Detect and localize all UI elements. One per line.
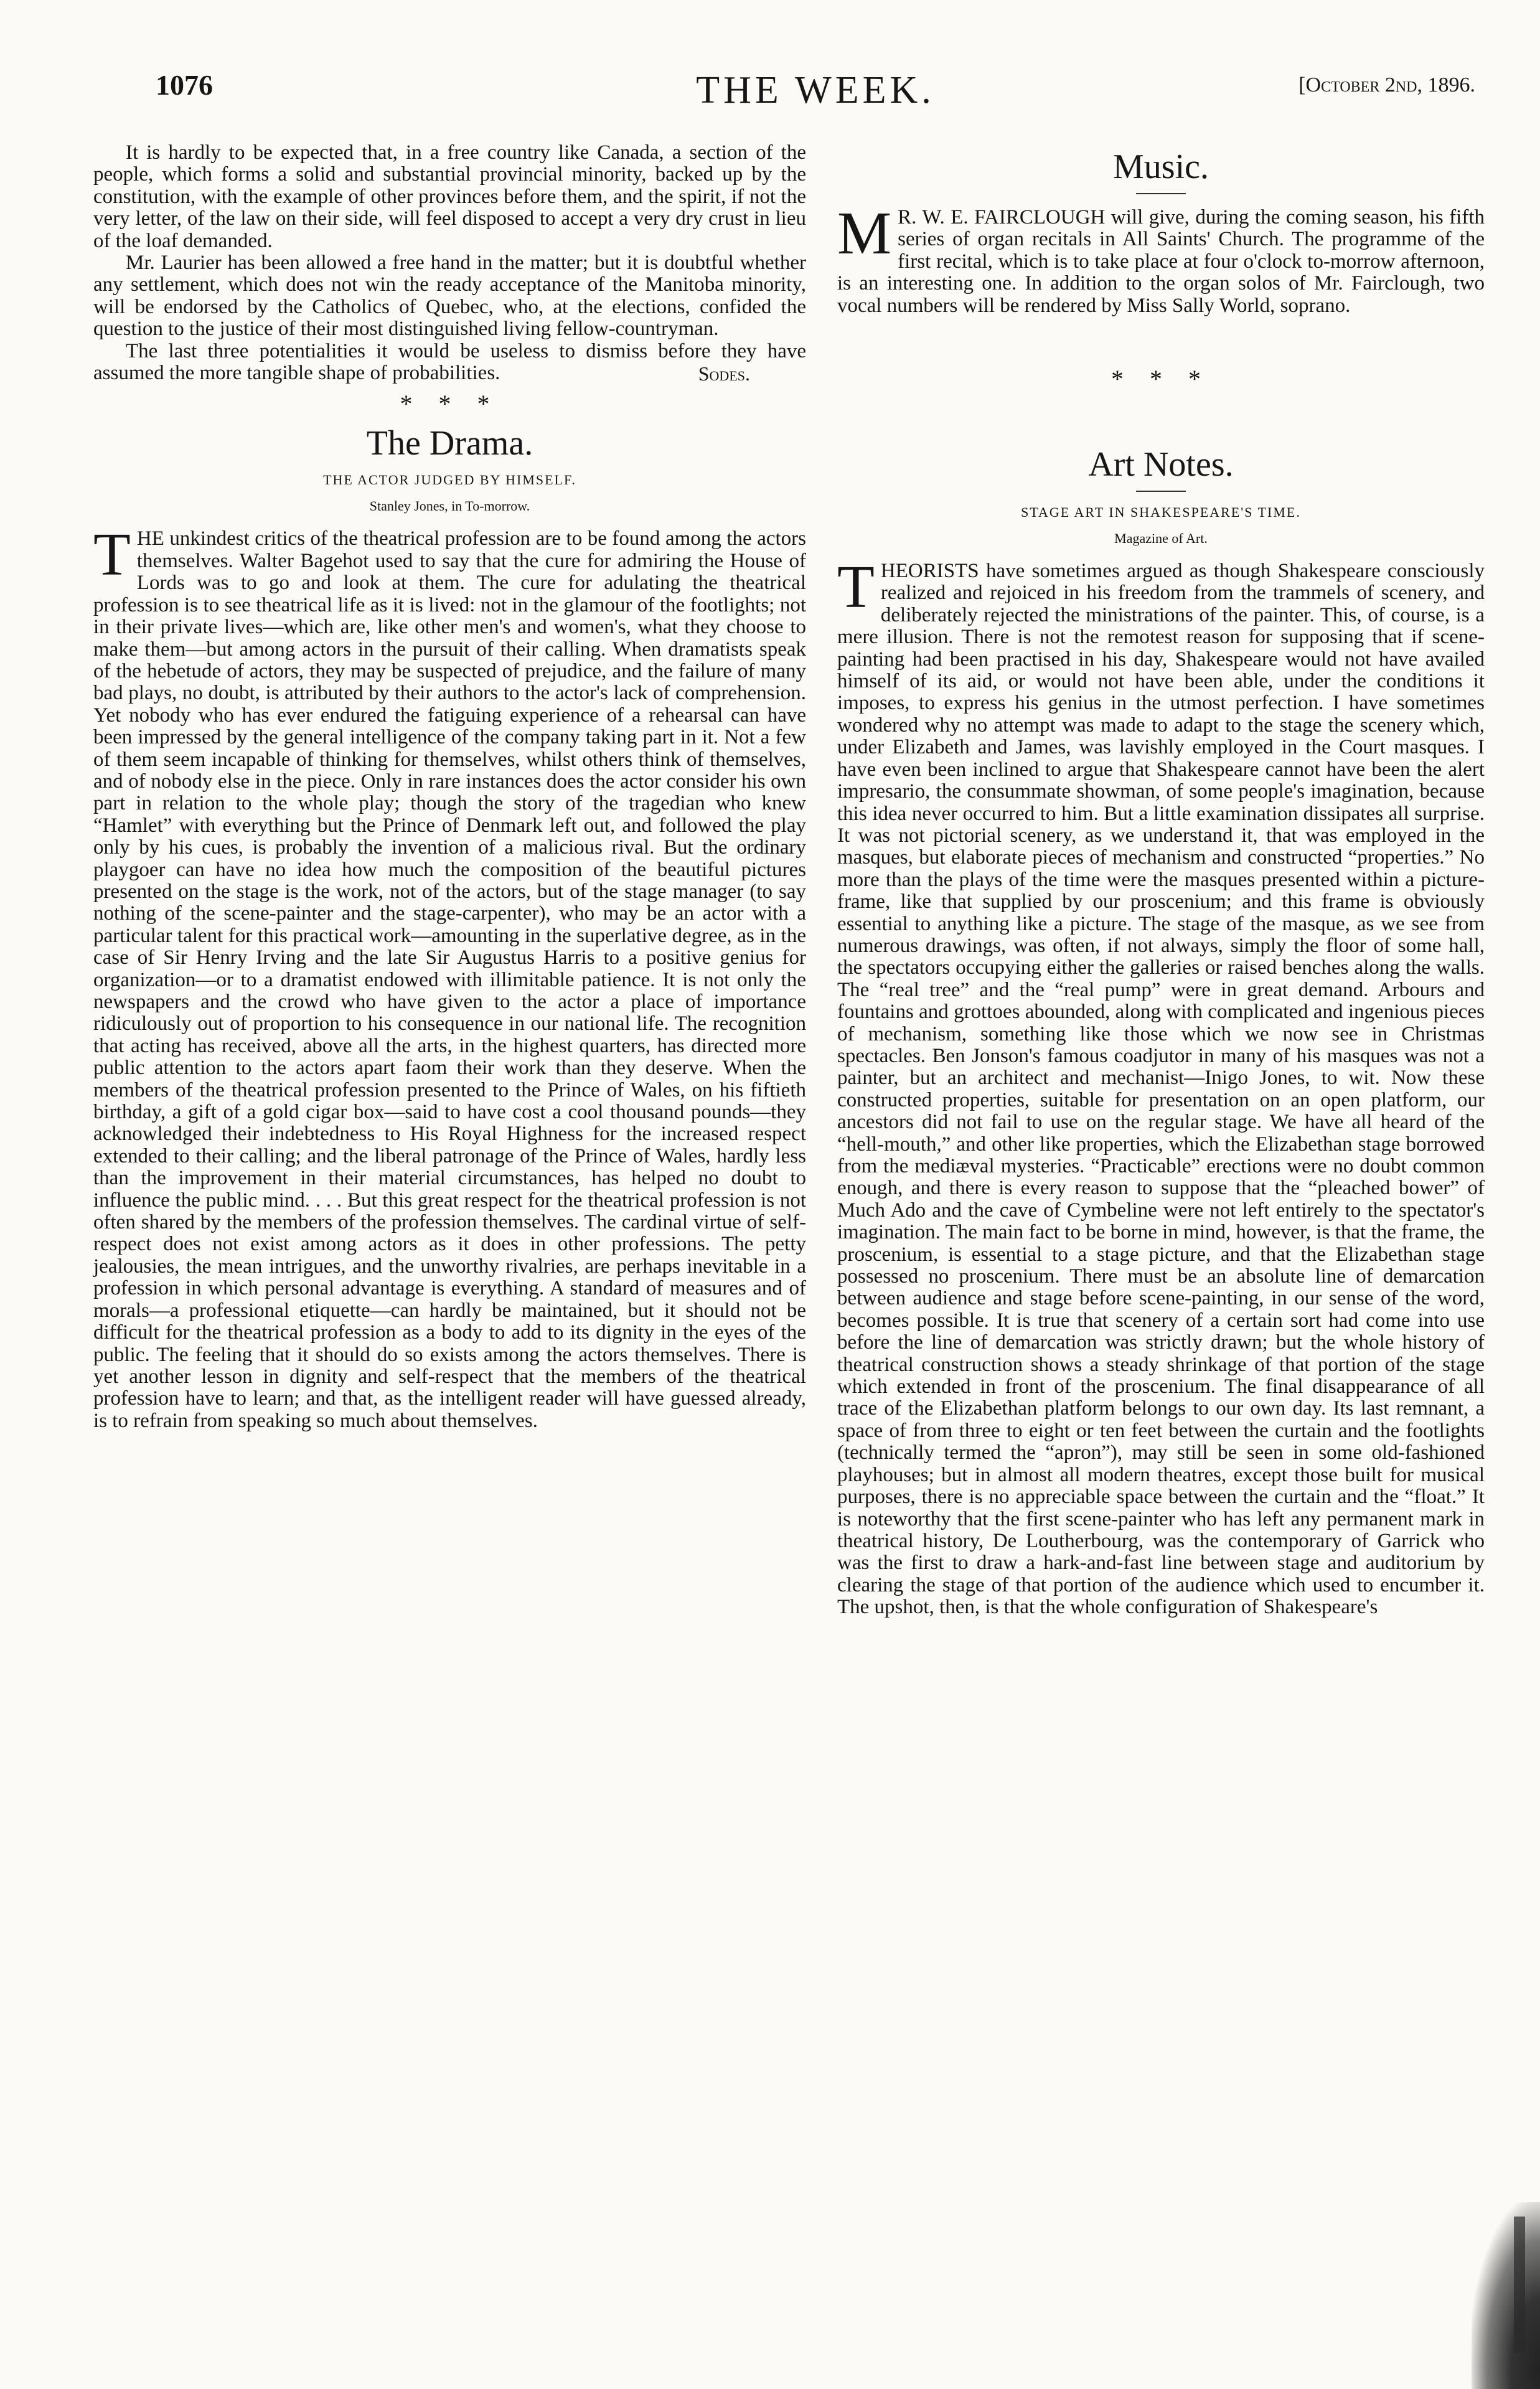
title-rule (1136, 193, 1186, 194)
lead-in: HEORISTS (880, 560, 979, 583)
section-divider-stars: * * * (1111, 365, 1211, 393)
right-column (837, 142, 1485, 1619)
publication-title: THE WEEK. (696, 69, 935, 111)
music-article-body (837, 200, 1485, 317)
lead-in: HE (136, 527, 164, 550)
art-article-source: Magazine of Art. (1114, 530, 1208, 547)
lead-in: R. W. E. FAIRCLOUGH (898, 206, 1106, 229)
author-signature: Sodes. (698, 362, 750, 385)
drama-section-title: The Drama. (366, 424, 533, 463)
music-body-text: will give, during the coming season, his fifth series of organ recitals in All Saints' Church. The programme of the first recital, which is to take place at four o'clock to-morrow afternoon, is an interesting one. In addition to the organ solos of Mr. Fairclough, two vocal numbers will be rendered by Miss Sally World, soprano. (837, 206, 1485, 317)
title-rule (1136, 491, 1186, 492)
drop-cap: T (93, 521, 131, 589)
drama-body-text: unkindest critics of the theatrical profession are to be found among the actors themselves. Walter Bagehot used to say that the cure for admiring the House of Lords was to go and look at them. The cure for adulating the theatrical profession is to see theatrical life as it is lived: not in the glamour of the footlights; not in their private lives—which are, like other men's and women's, what they choose to make them—but among actors in the pursuit of their calling. When dramatists speak of the hebetude of actors, they may be suspected of prejudice, and the failure of many bad plays, no doubt, is attributed by their authors to the actor's lack of comprehension. Yet nobody who has ever endured the fatiguing experience of a rehearsal can have been impressed by the general intelligence of the company taking part in it. Not a few of them seem incapable of thinking for themselves, whilst others think of themselves, and of nobody else in the piece. Only in rare instances does the actor consider his own part in relation to the whole play; though the story of the tragedian who knew “Hamlet” with everything but the Prince of Denmark left out, and followed the play only by his cues, is probably the invention of a malicious rival. But the ordinary playgoer can have no idea how much the composition of the beautiful pictures presented on the stage is the work, not of the actors, but of the stage manager (to say nothing of the scene-painter and the stage-carpenter), who may be an actor with a particular talent for this practical work—amounting in the superlative degree, as in the case of Sir Henry Irving and the late Sir Augustus Harris to a positive genius for organization—or to a dramatist endowed with illimitable patience. It is not only the newspapers and the crowd who have given to the actor a place of importance ridiculously out of proportion to his consequence in our national life. The recognition that acting has received, above all the arts, in the highest quarters, has directed more public attention to the actors apart faom their work than they deserve. When the members of the theatrical profession presented to the Prince of Wales, on his fiftieth birthday, a gift of a gold cigar box—said to have cost a cool thousand pounds—they acknowledged their indebtedness to His Royal Highness for the increased respect extended to their calling; and the liberal patronage of the Prince of Wales, hardly less than the improvement in their material circumstances, has helped no doubt to influence the public mind. . . . But this great respect for the theatrical profession is not often shared by the members of the profession themselves. The cardinal virtue of self-respect does not exist among actors as it does in other professions. The petty jealousies, the mean intrigues, and the unworthy rivalries, are perhaps inevitable in a profession in which personal advantage is everything. A standard of measures and of morals—a professional etiquette—can hardly be maintained, but it should not be difficult for the theatrical profession as a body to add to its dignity in the eyes of the public. The feeling that it should do so exists among the actors themselves. There is yet another lesson in dignity and self-respect that the members of the theatrical profession have to learn; and that, as the intelligent reader will have guessed already, is to refrain from speaking so much about themselves. (93, 527, 806, 1432)
drop-cap: T (837, 554, 875, 621)
page-ink-stain (1472, 2202, 1540, 2389)
issue-date: [October 2nd, 1896. (1298, 73, 1475, 97)
sodes-paragraph-2: Mr. Laurier has been allowed a free hand in the matter; but it is doubtful whether any settlement, which does not win the ready acceptance of the Manitoba minority, will be endorsed by the Catholics of Quebec, who, at the elections, confided the question to the justice of their most distinguished living fellow-countryman. (93, 252, 806, 341)
drama-article-title: THE ACTOR JUDGED BY HIMSELF. (323, 472, 576, 488)
art-article-title: STAGE ART IN SHAKESPEARE'S TIME. (1021, 504, 1301, 521)
page-header (156, 68, 1475, 118)
music-section-title: Music. (1113, 148, 1209, 186)
art-section-title: Art Notes. (1088, 445, 1234, 484)
left-column (93, 142, 806, 1432)
drama-article-body (93, 521, 806, 1432)
section-divider-stars: * * * (400, 390, 500, 418)
sodes-paragraph-3: The last three potentialities it would be useless to dismiss before they have assumed the more tangible shape of probabilities. (93, 339, 806, 385)
drama-article-source: Stanley Jones, in To-morrow. (369, 498, 530, 514)
page-edge-shadow (1514, 2217, 1525, 2354)
sodes-paragraph-1: It is hardly to be expected that, in a free country like Canada, a section of the people, which forms a solid and substantial provincial minority, backed up by the constitution, with the example of other provinces before them, and the spirit, if not the very letter, of the law on their side, will feel disposed to accept a very dry crust in lieu of the loaf demanded. (93, 141, 806, 252)
drop-cap: M (837, 200, 892, 267)
page-number: 1076 (156, 69, 213, 101)
art-article-body (837, 554, 1485, 1619)
art-body-text: have sometimes argued as though Shakespeare consciously realized and rejoiced in his freedom from the trammels of scenery, and deliberately rejected the ministrations of the painter. This, of course, is a mere illusion. There is not the remotest reason for supposing that if scene-painting had been practised in his day, Shakespeare would not have availed himself of its aid, or would not have been able, under the conditions it imposes, to express his genius in the utmost perfection. I have sometimes wondered why no attempt was made to adapt to the stage the scenery which, under Elizabeth and James, was lavishly employed in the Court masques. I have even been inclined to argue that Shakespeare cannot have been the alert impresario, the consummate showman, of some people's imagination, because this idea never occurred to him. But a little examination dissipates all surprise. It was not pictorial scenery, as we understand it, that was employed in the masques, but elaborate pieces of mechanism and constructed “properties.” No more than the plays of the time were the masques presented within a picture-frame, like that supplied by our proscenium; and this frame is obviously essential to anything like a picture. The stage of the masque, as we see from numerous drawings, was often, if not always, simply the floor of some hall, the spectators occupying either the galleries or raised benches along the walls. The “real tree” and the “real pump” were in great demand. Arbours and fountains and grottoes abounded, along with complicated and ingenious pieces of mechanism, something like those which we now see in Christmas spectacles. Ben Jonson's famous coadjutor in many of his masques was not a painter, but an architect and mechanist—Inigo Jones, to wit. Now these constructed properties, suitable for presentation on an open platform, our ancestors did not fail to use on the regular stage. We have all heard of the “hell-mouth,” and other like properties, which the Elizabethan stage borrowed from the mediæval mysteries. “Practicable” erections were no doubt common enough, and there is every reason to suppose that the “pleached bower” of Much Ado and the cave of Cymbeline were not left entirely to the spectator's imagination. The main fact to be borne in mind, however, is that the frame, the proscenium, is essential to a stage picture, and that the Elizabethan stage possessed no proscenium. There must be an absolute line of demarcation between audience and stage before scene-painting, in our sense of the word, becomes possible. It is true that scenery of a certain sort had come into use before the line of demarcation was strictly drawn; but the whole history of theatrical construction shows a steady shrinkage of that portion of the stage which extended in front of the proscenium. The final disappearance of all trace of the Elizabethan platform belongs to our own day. Its last remnant, a space of from three to eight or ten feet between the curtain and the footlights (technically termed the “apron”), may still be seen in some old-fashioned playhouses; but in almost all modern theatres, except those built for musical purposes, there is no appreciable space between the curtain and the “float.” It is noteworthy that the first scene-painter who has left any permanent mark in theatrical history, De Loutherbourg, was the contemporary of Garrick who was the first to draw a hark-and-fast line between stage and auditorium by clearing the stage of that portion of the audience which used to encumber it. The upshot, then, is that the whole configuration of Shakespeare's (837, 560, 1485, 1619)
